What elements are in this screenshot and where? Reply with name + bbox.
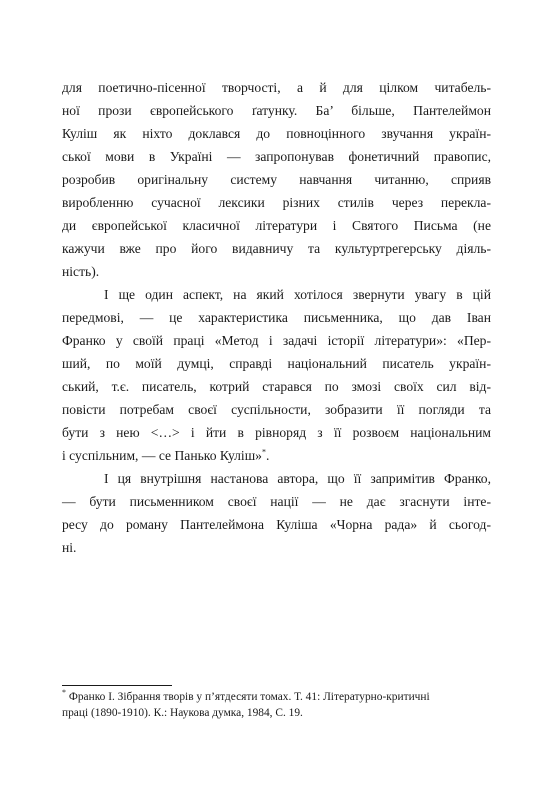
- text-line: ської мови в Україні — запропонував фонетичний правопис,: [62, 149, 491, 164]
- text-line: Куліш як ніхто доклався до повноцінного звучання україн-: [62, 126, 491, 141]
- footnote-line: праці (1890-1910). К.: Наукова думка, 1984, С. 19.: [62, 707, 303, 719]
- text-line: розробив оригінальну систему навчання читанню, сприяв: [62, 172, 491, 187]
- text-line: ський, т.є. писатель, котрий старався по змозі своїх сил від-: [62, 379, 491, 394]
- text-line: ший, по моїй думці, справді національний писатель україн-: [62, 356, 491, 371]
- text-line: ної прози європейського ґатунку. Ба’ більше, Пантелеймон: [62, 103, 491, 118]
- text-line: виробленню сучасної лексики різних стилів через перекла-: [62, 195, 491, 210]
- text-line: [62, 445, 491, 468]
- text-line: І ця внутрішня настанова автора, що її запримітив Франко,: [104, 471, 491, 486]
- text-line: ні.: [62, 540, 77, 555]
- text-line: передмові, — це характеристика письменника, що дав Іван: [62, 310, 491, 325]
- text-line: ність).: [62, 264, 100, 279]
- text-line: ресу до роману Пантелеймона Куліша «Чорна рада» й сьогод-: [62, 517, 491, 532]
- footnote-text: Франко І. Зібрання творів у п’ятдесяти томах. Т. 41: Літературно-критичні: [66, 691, 430, 703]
- footnote-line: [62, 690, 491, 705]
- text-line: ди європейської класичної літератури і Святого Письма (не: [62, 218, 491, 233]
- footnote-separator: [62, 685, 172, 686]
- text-line: для поетично-пісенної творчості, а й для цілком читабель-: [62, 80, 491, 95]
- text-line: І ще один аспект, на який хотілося звернути увагу в цій: [104, 287, 491, 302]
- text-line: бути з нею <…> і йти в рівноряд з її розвоєм національним: [62, 425, 491, 440]
- text-line: повісти потребам своєї суспільности, зобразити її погляди та: [62, 402, 491, 417]
- text-line: кажучи вже про його видавничу та культуртрегерську діяль-: [62, 241, 491, 256]
- footnote-mark: *: [62, 688, 66, 698]
- text-line: Франко у своїй праці «Метод і задачі історії літератури»: «Пер-: [62, 333, 491, 348]
- text-line: — бути письменником своєї нації — не дає згаснути інте-: [62, 494, 491, 509]
- footnote-marker: *: [261, 447, 266, 457]
- sentence-end: .: [265, 448, 270, 463]
- text-line-content: і суспільним, — се Панько Куліш»: [62, 448, 262, 463]
